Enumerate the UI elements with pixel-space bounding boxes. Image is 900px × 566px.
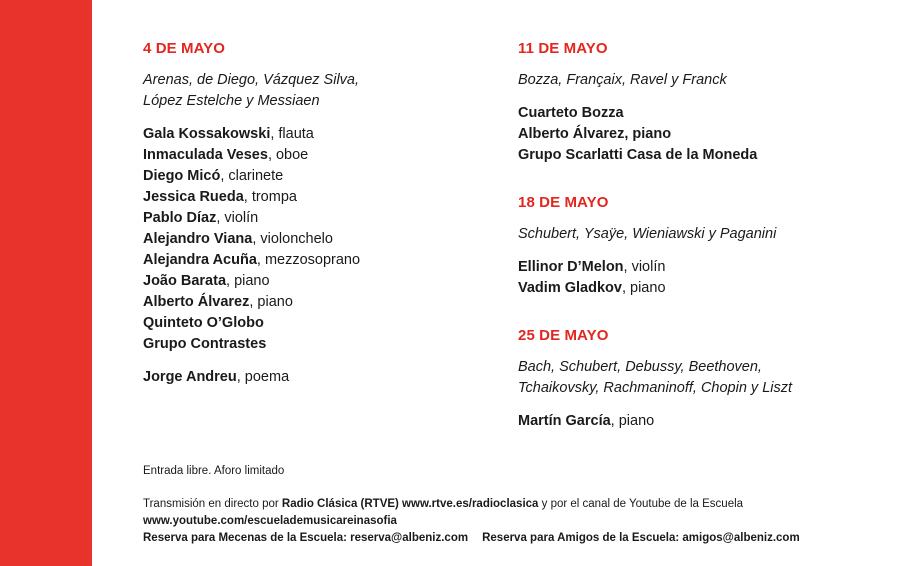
extra-performer: [143, 367, 483, 388]
concert-4-mayo: [143, 40, 483, 400]
concert-date: 18 DE MAYO: [518, 194, 609, 211]
performers-list: [518, 103, 878, 166]
composers: [518, 70, 878, 91]
concert-date: 25 DE MAYO: [518, 327, 609, 344]
performer: Ellinor D’Melon, violín: [518, 259, 666, 275]
performers-list: [143, 124, 483, 355]
performer: João Barata, piano: [143, 273, 270, 289]
performer: Alberto Álvarez, piano: [143, 294, 293, 310]
performer: Alberto Álvarez, piano: [518, 126, 672, 142]
entrada-note: Entrada libre. Aforo limitado: [143, 465, 285, 477]
composers-line: Bach, Schubert, Debussy, Beethoven,: [518, 359, 762, 375]
performer: Alejandro Viana, violonchelo: [143, 231, 333, 247]
performer: Gala Kossakowski, flauta: [143, 126, 314, 142]
performers-list: [518, 257, 878, 299]
performer: Alejandra Acuña, mezzosoprano: [143, 252, 361, 268]
performer: Grupo Scarlatti Casa de la Moneda: [518, 147, 758, 163]
performers-list: [518, 411, 878, 432]
performer: Martín García, piano: [518, 413, 655, 429]
red-side-bar: [0, 0, 92, 566]
performer: Quinteto O’Globo: [143, 315, 264, 331]
concert-date: 11 DE MAYO: [518, 40, 608, 57]
composers-line: Tchaikovsky, Rachmaninoff, Chopin y Liszt: [518, 380, 793, 396]
composers: [143, 70, 483, 112]
performer: Jorge Andreu, poema: [143, 369, 290, 385]
reserva-mecenas[interactable]: Reserva para Mecenas de la Escuela: reserva@albeniz.com: [143, 532, 469, 544]
composers-line: Bozza, Françaix, Ravel y Franck: [518, 72, 727, 88]
concert-date: 4 DE MAYO: [143, 40, 226, 57]
performer: Diego Micó, clarinete: [143, 168, 284, 184]
transmission-info: [143, 496, 883, 530]
performer: Pablo Díaz, violín: [143, 210, 259, 226]
performer: Grupo Contrastes: [143, 336, 267, 352]
concert-25-mayo: [518, 327, 878, 432]
concert-11-mayo: [518, 40, 878, 166]
performer: Jessica Rueda, trompa: [143, 189, 297, 205]
youtube-link[interactable]: www.youtube.com/escuelademusicareinasofia: [143, 515, 397, 527]
performer: Cuarteto Bozza: [518, 105, 624, 121]
transmission-line: Transmisión en directo por Radio Clásica (RTVE) www.rtve.es/radioclasica y por el canal de Youtube de la Escuela: [143, 498, 744, 510]
composers-line: Arenas, de Diego, Vázquez Silva,: [143, 72, 360, 88]
right-column: [518, 40, 878, 460]
composers: [518, 224, 878, 245]
radio-link[interactable]: Radio Clásica (RTVE) www.rtve.es/radioclasica: [281, 498, 539, 510]
reserva-amigos[interactable]: Reserva para Amigos de la Escuela: amigos@albeniz.com: [482, 532, 800, 544]
performer: Inmaculada Veses, oboe: [143, 147, 309, 163]
concert-18-mayo: [518, 194, 878, 299]
composers-line: Schubert, Ysaÿe, Wieniawski y Paganini: [518, 226, 777, 242]
composers: [518, 357, 878, 399]
performer: Vadim Gladkov, piano: [518, 280, 666, 296]
composers-line: López Estelche y Messiaen: [143, 93, 320, 109]
reservation-info: [143, 530, 883, 547]
